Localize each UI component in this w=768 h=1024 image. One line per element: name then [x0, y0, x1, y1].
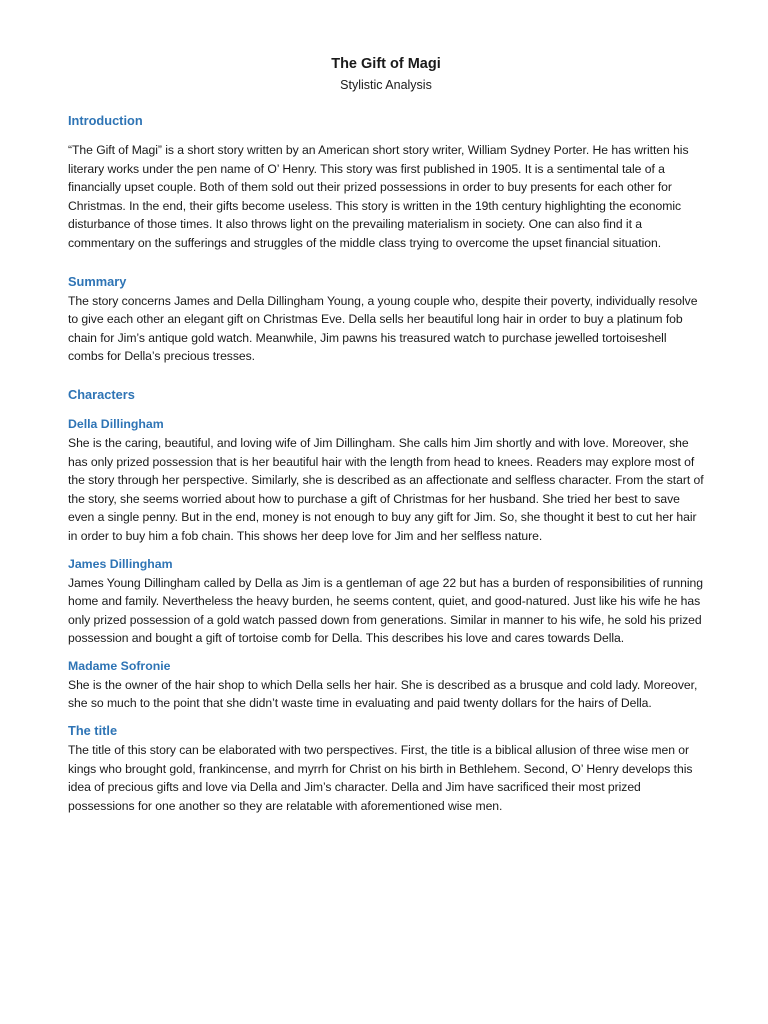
- document-subtitle: Stylistic Analysis: [340, 78, 432, 92]
- heading-the-title: The title: [68, 723, 118, 739]
- subheading-madame-sofronie: Madame Sofronie: [68, 658, 171, 673]
- document-title: The Gift of Magi: [331, 56, 441, 72]
- subheading-della-dillingham: Della Dillingham: [68, 416, 164, 431]
- james-paragraph: James Young Dillingham called by Della as Jim is a gentleman of age 22 but has a burden of responsibilities of running home and family. Nevertheless the heavy burden, he seems content, quiet, and good-natured. Just like his wife he has only prized possession of a gold watch passed down from generations. Similar in manner to his wife, he sold his prized possession and bought a gift of tortoise comb for Della. This describes his love and cares towards Della.: [68, 575, 704, 646]
- heading-introduction: Introduction: [68, 113, 143, 128]
- title-paragraph: The title of this story can be elaborated with two perspectives. First, the title is a biblical allusion of three wise men or kings who brought gold, frankincense, and myrrh for Christ on his birth in Bethlehem. Second, O’ Henry develops this idea of precious gifts and love via Della and Jim’s character. Della and Jim have sacrificed their most prized possessions for one another so they are relatable with aforementioned wise men.: [68, 743, 693, 813]
- introduction-paragraph: “The Gift of Magi” is a short story written by an American short story writer, William Sydney Porter. He has written his literary works under the pen name of O’ Henry. This story was first published in 1905. It is a sentimental tale of a financially upset couple. Both of them sold out their prized possessions in order to buy presents for each other for Christmas. In the end, their gifts become useless. This story is written in the 19th century highlighting the economic disturbance of those times. It also throws light on the prevailing materialism in society. One can also find it a commentary on the sufferings and struggles of the middle class trying to overcome the upset financial situation.: [68, 143, 689, 250]
- summary-paragraph: The story concerns James and Della Dillingham Young, a young couple who, despite their poverty, individually resolve to give each other an elegant gift on Christmas Eve. Della sells her beautiful long hair in order to buy a platinum fob chain for Jim’s antique gold watch. Meanwhile, Jim pawns his treasured watch to purchase jewelled tortoiseshell combs for Della’s precious tresses.: [68, 293, 698, 364]
- heading-characters: Characters: [68, 386, 135, 402]
- della-paragraph: She is the caring, beautiful, and loving wife of Jim Dillingham. She calls him Jim shortly and with love. Moreover, she has only prized possession that is her beautiful hair with the length from head to knees. Readers may explore most of the story through her perspective. Similarly, she is described as an affectionate and selfless character. From the start of the story, she seems worried about how to purchase a gift of Christmas for her husband. She tried her best to save even a single penny. But in the end, money is not enough to buy any gift for Jim. So, she thought it best to cut her hair in order to buy him a fob chain. This shows her deep love for Jim and her selfless nature.: [68, 435, 704, 543]
- sofronie-paragraph: She is the owner of the hair shop to which Della sells her hair. She is described as a brusque and cold lady. Moreover, she so much to the point that she didn’t waste time in evaluating and paid twenty dollars for the hairs of Della.: [68, 677, 698, 711]
- heading-summary: Summary: [68, 273, 127, 289]
- subheading-james-dillingham: James Dillingham: [68, 556, 173, 571]
